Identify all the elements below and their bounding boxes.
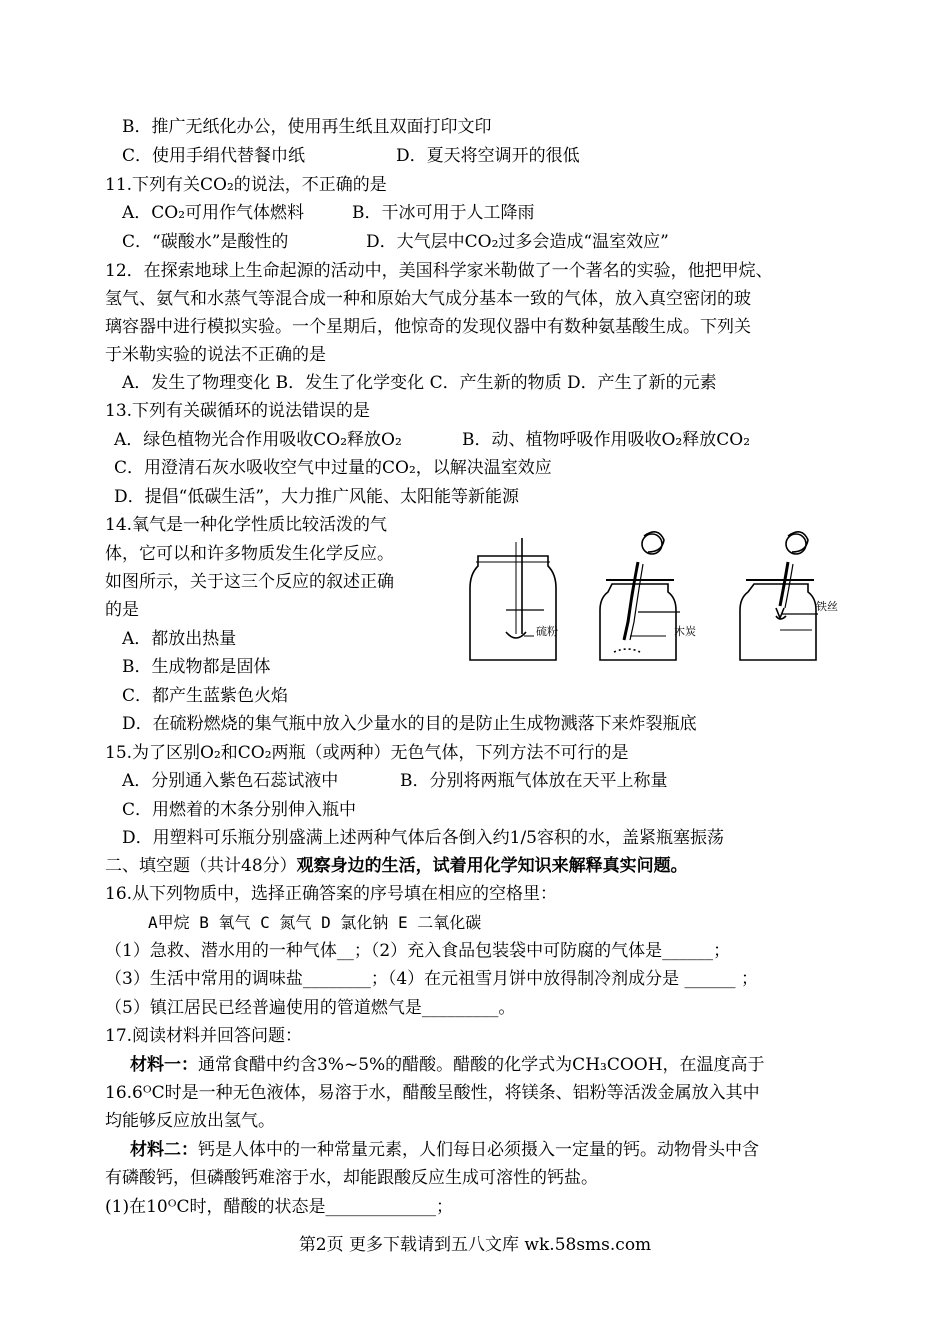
q15-option-c: C．用燃着的木条分别伸入瓶中 bbox=[122, 800, 357, 820]
q15-option-b: B．分别将两瓶气体放在天平上称量 bbox=[400, 771, 668, 791]
q11-option-d: D．大气层中CO₂过多会造成“温室效应” bbox=[366, 232, 669, 252]
q12-line: 12．在探索地球上生命起源的活动中，美国科学家米勒做了一个著名的实验，他把甲烷、 bbox=[105, 261, 773, 281]
q13-option-a: A．绿色植物光合作用吸收CO₂释放O₂ bbox=[114, 430, 402, 450]
q10-option-d: D．夏天将空调开的很低 bbox=[396, 146, 580, 166]
material-two bbox=[130, 1139, 759, 1161]
q16-blank-line: （3）生活中常用的调味盐________；（4）在元祖雪月饼中放得制冷剂成分是 ______ ； bbox=[105, 969, 758, 989]
q14-line: 体，它可以和许多物质发生化学反应。 bbox=[105, 544, 394, 564]
section-intro: 观察身边的生活，试着用化学知识来解释真实问题。 bbox=[296, 856, 688, 876]
q11-option-c: C．“碳酸水”是酸性的 bbox=[122, 232, 289, 252]
q13-stem: 13.下列有关碳循环的说法错误的是 bbox=[105, 401, 371, 421]
q17-stem: 17.阅读材料并回答问题： bbox=[105, 1026, 303, 1046]
q13-option-c: C．用澄清石灰水吸收空气中过量的CO₂，以解决温室效应 bbox=[114, 458, 552, 478]
q16-blank-line: （1）急救、潜水用的一种气体__；（2）充入食品包装袋中可防腐的气体是______； bbox=[105, 941, 731, 961]
material-two-label: 材料二： bbox=[130, 1140, 198, 1160]
q14-option-b: B．生成物都是固体 bbox=[122, 657, 271, 677]
q11-option-a: A．CO₂可用作气体燃料 bbox=[122, 203, 305, 223]
q17-subquestion-1: (1)在10ᴼC时，醋酸的状态是_____________； bbox=[105, 1197, 453, 1217]
q14-line: 如图所示，关于这三个反应的叙述正确 bbox=[105, 572, 394, 592]
gas-jar-figure bbox=[462, 522, 854, 674]
q10-option-c: C．使用手绢代替餐巾纸 bbox=[122, 146, 306, 166]
q14-option-a: A．都放出热量 bbox=[122, 629, 237, 649]
q10-option-b: B．推广无纸化办公，使用再生纸且双面打印文印 bbox=[122, 117, 492, 137]
q16-blank-line: （5）镇江居民已经普遍使用的管道燃气是_________。 bbox=[105, 998, 516, 1018]
q11-stem: 11.下列有关CO₂的说法，不正确的是 bbox=[105, 175, 387, 195]
q15-option-a: A．分别通入紫色石蕊试液中 bbox=[122, 771, 339, 791]
q16-choices: A甲烷 B 氧气 C 氮气 D 氯化钠 E 二氧化碳 bbox=[148, 913, 482, 932]
q15-stem: 15.为了区别O₂和CO₂两瓶（或两种）无色气体，下列方法不可行的是 bbox=[105, 743, 629, 763]
q13-option-d: D．提倡“低碳生活”，大力推广风能、太阳能等新能源 bbox=[114, 487, 520, 507]
q14-line: 的是 bbox=[105, 600, 139, 620]
q12-line: 氢气、氨气和水蒸气等混合成一种和原始大气成分基本一致的气体，放入真空密闭的玻 bbox=[105, 289, 751, 309]
q14-option-d: D．在硫粉燃烧的集气瓶中放入少量水的目的是防止生成物溅落下来炸裂瓶底 bbox=[122, 714, 697, 734]
section-title: 二、填空题（共计48分） bbox=[105, 856, 297, 876]
material-one-line: 均能够反应放出氢气。 bbox=[105, 1111, 275, 1131]
q13-option-b: B．动、植物呼吸作用吸收O₂释放CO₂ bbox=[462, 430, 751, 450]
q12-options: A．发生了物理变化 B．发生了化学变化 C．产生新的物质 D．产生了新的元素 bbox=[122, 373, 717, 393]
material-one-text: 通常食醋中约含3%~5%的醋酸。醋酸的化学式为CH₃COOH，在温度高于 bbox=[198, 1055, 765, 1075]
material-one-label: 材料一： bbox=[130, 1055, 198, 1075]
q11-option-b: B．干冰可用于人工降雨 bbox=[352, 203, 535, 223]
material-two-line: 有磷酸钙，但磷酸钙难溶于水，却能跟酸反应生成可溶性的钙盐。 bbox=[105, 1168, 598, 1188]
material-one-line: 16.6ᴼC时是一种无色液体，易溶于水，醋酸呈酸性，将镁条、铝粉等活泼金属放入其中 bbox=[105, 1083, 760, 1103]
figure-label-iron-wire: 铁丝 bbox=[816, 600, 838, 613]
q12-line: 璃容器中进行模拟实验。一个星期后，他惊奇的发现仪器中有数种氨基酸生成。下列关 bbox=[105, 317, 751, 337]
q16-stem: 16.从下列物质中，选择正确答案的序号填在相应的空格里： bbox=[105, 884, 558, 904]
q14-line: 14.氧气是一种化学性质比较活泼的气 bbox=[105, 515, 388, 535]
material-one bbox=[130, 1054, 765, 1076]
figure-label-charcoal: 木炭 bbox=[674, 625, 696, 638]
q12-line: 于米勒实验的说法不正确的是 bbox=[105, 345, 326, 365]
figure-label-sulfur: 硫粉 bbox=[536, 625, 558, 638]
page-footer: 第2页 更多下载请到五八文库 wk.58sms.com bbox=[298, 1235, 652, 1255]
section-heading bbox=[105, 855, 688, 877]
q15-option-d: D．用塑料可乐瓶分别盛满上述两种气体后各倒入约1/5容积的水，盖紧瓶塞振荡 bbox=[122, 828, 724, 848]
q14-option-c: C．都产生蓝紫色火焰 bbox=[122, 686, 289, 706]
material-two-text: 钙是人体中的一种常量元素，人们每日必须摄入一定量的钙。动物骨头中含 bbox=[198, 1140, 759, 1160]
